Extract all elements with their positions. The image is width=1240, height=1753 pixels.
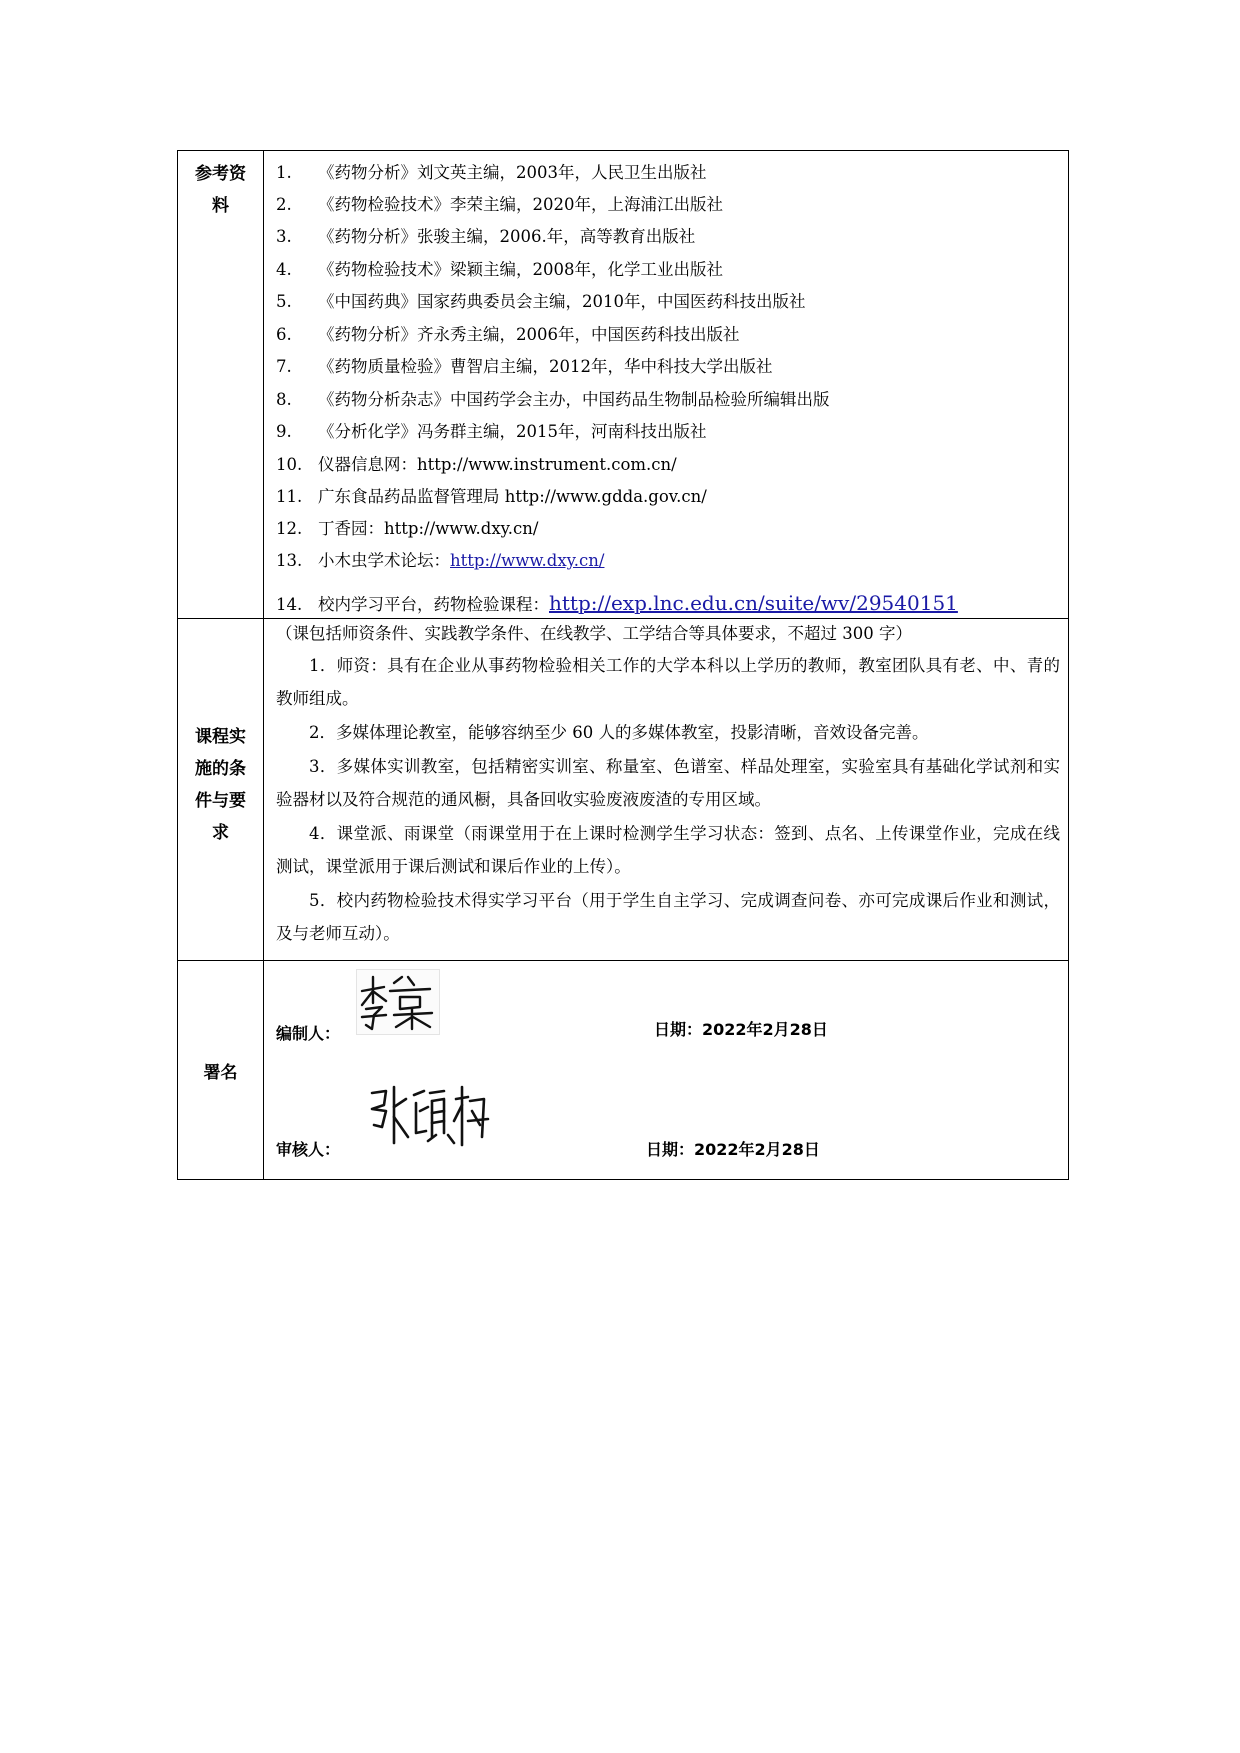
reference-number: 10. xyxy=(276,455,303,474)
reference-link[interactable]: http://exp.lnc.edu.cn/suite/wv/29540151 xyxy=(549,591,958,615)
condition-item: 4．课堂派、雨课堂（雨课堂用于在上课时检测学生学习状态：签到、点名、上传课堂作业，完成在线测试，课堂派用于课后测试和课后作业的上传）。 xyxy=(276,824,1060,876)
reference-text: 《药物检验技术》李荣主编，2020年，上海浦江出版社 xyxy=(318,195,723,214)
reference-number: 9. xyxy=(276,422,292,441)
reference-text: 《药物检验技术》梁颖主编，2008年，化学工业出版社 xyxy=(318,260,723,279)
reference-text: 广东食品药品监督管理局 http://www.gdda.gov.cn/ xyxy=(318,487,707,506)
references-list xyxy=(264,151,1068,618)
reference-number: 14. xyxy=(276,595,303,614)
reference-item xyxy=(276,159,707,183)
author-date: 日期：2022年2月28日 xyxy=(654,1020,828,1039)
reference-item xyxy=(276,591,958,615)
reference-text: 《分析化学》冯务群主编，2015年，河南科技出版社 xyxy=(318,422,707,441)
references-label: 参考资 料 xyxy=(178,151,264,618)
reference-item xyxy=(276,547,604,571)
conditions-label: 课程实 施的条 件与要 求 xyxy=(178,619,264,960)
reference-number: 2. xyxy=(276,195,292,214)
reference-number: 11. xyxy=(276,487,303,506)
reference-item xyxy=(276,483,707,507)
reference-link[interactable]: http://www.dxy.cn/ xyxy=(450,551,605,570)
reference-text: 《药物分析》刘文英主编，2003年，人民卫生出版社 xyxy=(318,163,707,182)
reference-number: 6. xyxy=(276,325,292,344)
reference-item xyxy=(276,256,723,280)
reference-item xyxy=(276,386,830,410)
reference-number: 3. xyxy=(276,227,292,246)
conditions-intro: （课包括师资条件、实践教学条件、在线教学、工学结合等具体要求，不超过 300 字） xyxy=(276,624,912,643)
reference-item xyxy=(276,418,707,442)
author-label: 编制人： xyxy=(276,1024,341,1043)
reference-number: 5. xyxy=(276,292,292,311)
reference-number: 7. xyxy=(276,357,292,376)
reference-text: 《药物分析杂志》中国药学会主办，中国药品生物制品检验所编辑出版 xyxy=(318,390,830,409)
reference-number: 12. xyxy=(276,519,303,538)
reference-item xyxy=(276,451,677,475)
reference-text: 《药物分析》张骏主编，2006.年，高等教育出版社 xyxy=(318,227,696,246)
signature-row xyxy=(178,961,1068,1179)
reference-text: 丁香园：http://www.dxy.cn/ xyxy=(318,519,539,538)
conditions-content xyxy=(264,619,1068,960)
condition-item: 2．多媒体理论教室，能够容纳至少 60 人的多媒体教室，投影清晰，音效设备完善。 xyxy=(309,723,929,742)
reference-number: 4. xyxy=(276,260,292,279)
reviewer-signature-image xyxy=(364,1081,494,1155)
reference-item xyxy=(276,321,740,345)
reference-text: 《药物质量检验》曹智启主编，2012年，华中科技大学出版社 xyxy=(318,357,773,376)
reviewer-date: 日期：2022年2月28日 xyxy=(646,1140,820,1159)
condition-item: 1．师资：具有在企业从事药物检验相关工作的大学本科以上学历的教师，教室团队具有老、中、青的教师组成。 xyxy=(276,656,1060,708)
reference-text: 小木虫学术论坛： xyxy=(318,551,450,570)
reference-text: 《药物分析》齐永秀主编，2006年，中国医药科技出版社 xyxy=(318,325,740,344)
reference-number: 13. xyxy=(276,551,303,570)
reference-item xyxy=(276,353,773,377)
reference-item xyxy=(276,288,806,312)
signature-label: 署名 xyxy=(178,961,264,1179)
reference-number: 8. xyxy=(276,390,292,409)
signature-content xyxy=(264,961,1068,1179)
conditions-row xyxy=(178,619,1068,961)
condition-item: 5．校内药物检验技术得实学习平台（用于学生自主学习、完成调查问卷、亦可完成课后作业和测试，及与老师互动）。 xyxy=(276,891,1060,943)
reference-text: 校内学习平台，药物检验课程： xyxy=(318,595,549,614)
author-signature-image xyxy=(356,969,440,1035)
reference-text: 《中国药典》国家药典委员会主编，2010年，中国医药科技出版社 xyxy=(318,292,806,311)
reviewer-label: 审核人： xyxy=(276,1140,341,1159)
reference-item xyxy=(276,191,723,215)
reference-text: 仪器信息网：http://www.instrument.com.cn/ xyxy=(318,455,677,474)
reference-number: 1. xyxy=(276,163,292,182)
references-row xyxy=(178,151,1068,619)
condition-item: 3．多媒体实训教室，包括精密实训室、称量室、色谱室、样品处理室，实验室具有基础化学试剂和实验器材以及符合规范的通风橱，具备回收实验废液废渣的专用区域。 xyxy=(276,757,1060,809)
course-info-table xyxy=(177,150,1069,1180)
reference-item xyxy=(276,515,538,539)
reference-item xyxy=(276,223,695,247)
